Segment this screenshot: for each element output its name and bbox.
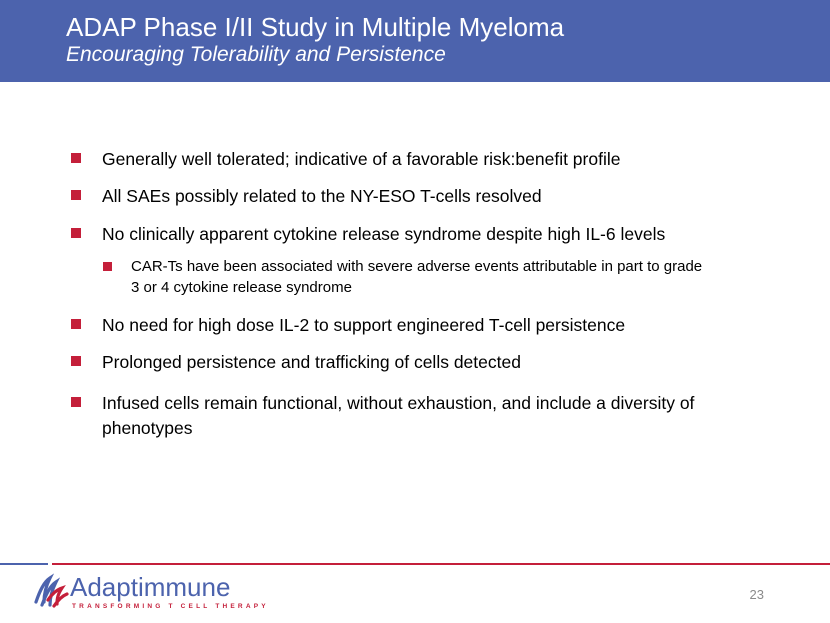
- bullet-text: Generally well tolerated; indicative of a favorable risk:benefit profile: [102, 149, 621, 169]
- footer-divider-red: [52, 563, 830, 565]
- bullet-text: No need for high dose IL-2 to support engineered T-cell persistence: [102, 315, 626, 335]
- sub-bullet-text-line-2: 3 or 4 cytokine release syndrome: [131, 279, 352, 296]
- logo-wordmark: Adaptimmune: [70, 572, 231, 602]
- slide-header: [0, 0, 830, 82]
- slide-subtitle: Encouraging Tolerability and Persistence: [66, 43, 446, 66]
- square-bullet-icon: [71, 356, 81, 366]
- slide-title: ADAP Phase I/II Study in Multiple Myeloma: [66, 12, 565, 42]
- adaptimmune-logo: [30, 572, 269, 616]
- footer-divider-blue: [0, 563, 48, 565]
- logo-tagline: TRANSFORMING T CELL THERAPY: [72, 603, 269, 610]
- bullet-text-line-2: phenotypes: [102, 418, 193, 438]
- adaptimmune-logo-icon: [30, 572, 70, 612]
- bullet-text: All SAEs possibly related to the NY-ESO T-cells resolved: [102, 186, 542, 206]
- sub-bullet-text-line-1: CAR-Ts have been associated with severe adverse events attributable in part to grade: [131, 258, 703, 275]
- square-bullet-icon: [71, 153, 81, 163]
- bullet-text-line-1: Infused cells remain functional, without exhaustion, and include a diversity of: [102, 393, 695, 413]
- square-bullet-icon: [103, 262, 112, 271]
- square-bullet-icon: [71, 397, 81, 407]
- bullet-text: Prolonged persistence and trafficking of cells detected: [102, 352, 521, 372]
- square-bullet-icon: [71, 228, 81, 238]
- square-bullet-icon: [71, 190, 81, 200]
- square-bullet-icon: [71, 319, 81, 329]
- page-number: 23: [749, 587, 764, 602]
- bullet-text: No clinically apparent cytokine release syndrome despite high IL-6 levels: [102, 224, 666, 244]
